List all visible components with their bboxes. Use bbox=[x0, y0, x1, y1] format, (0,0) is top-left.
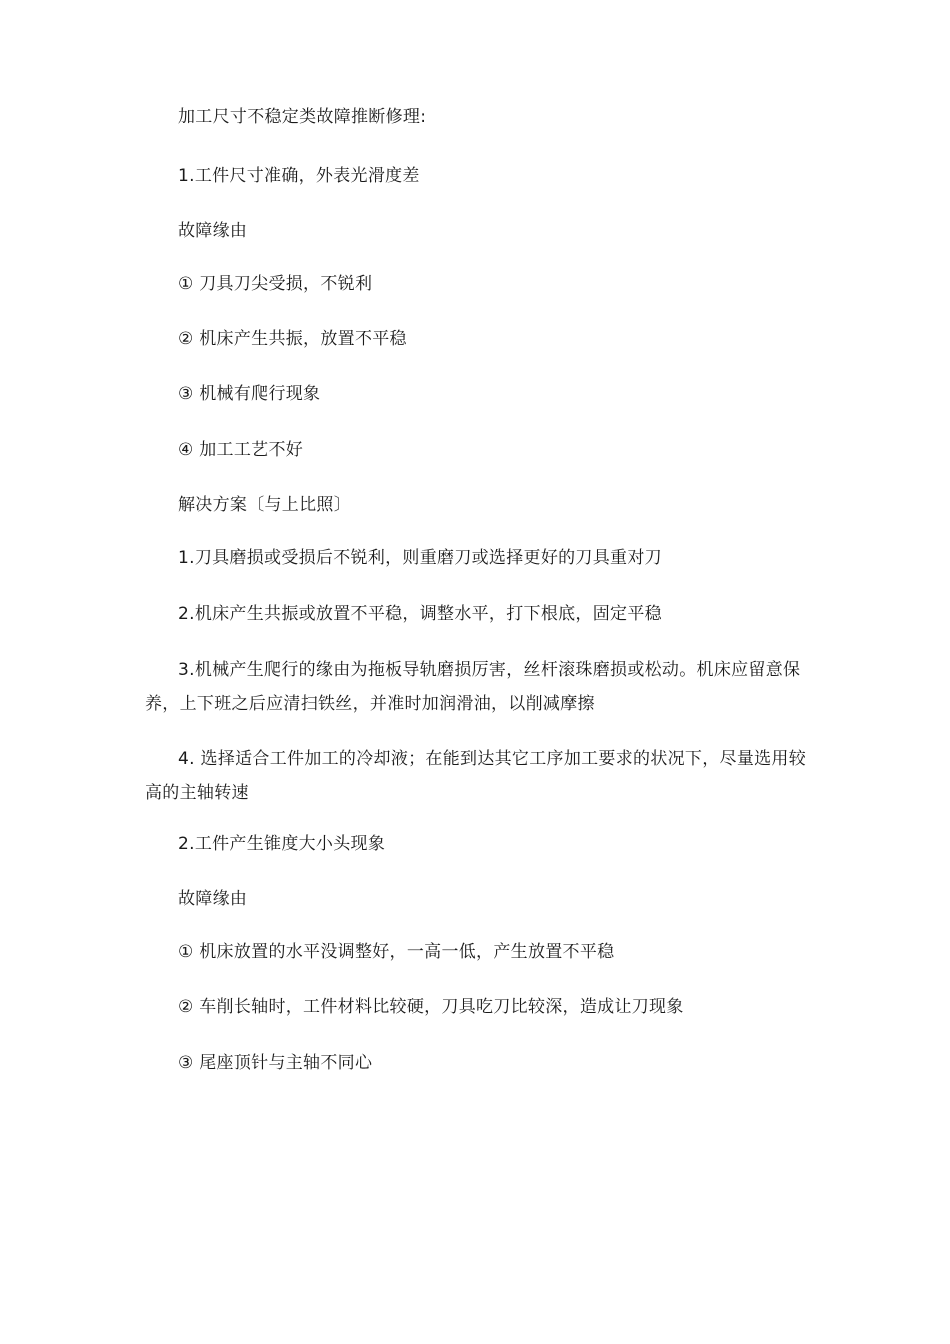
section2-cause-2: ② 车削长轴时，工件材料比较硬，刀具吃刀比较深，造成让刀现象 bbox=[178, 997, 684, 1017]
section2-cause-3: ③ 尾座顶针与主轴不同心 bbox=[178, 1053, 373, 1073]
section2-cause-1: ① 机床放置的水平没调整好，一高一低，产生放置不平稳 bbox=[178, 942, 615, 962]
section1-heading: 1.工件尺寸准确，外表光滑度差 bbox=[178, 166, 420, 186]
doc-title: 加工尺寸不稳定类故障推断修理: bbox=[178, 107, 427, 127]
section1-solution-4: 4. 选择适合工件加工的冷却液；在能到达其它工序加工要求的状况下，尽量选用较高的主轴转速 bbox=[145, 749, 807, 803]
section1-solutions-label: 解决方案〔与上比照〕 bbox=[178, 495, 351, 515]
section1-cause-4: ④ 加工工艺不好 bbox=[178, 440, 304, 460]
section1-solution-1: 1.刀具磨损或受损后不锐利，则重磨刀或选择更好的刀具重对刀 bbox=[178, 548, 662, 568]
section1-solution-3: 3.机械产生爬行的缘由为拖板导轨磨损厉害，丝杆滚珠磨损或松动。机床应留意保养，上下班之后应清扫铁丝，并准时加润滑油，以削减摩擦 bbox=[145, 660, 801, 714]
section2-heading: 2.工件产生锥度大小头现象 bbox=[178, 834, 386, 854]
section1-causes-label: 故障缘由 bbox=[178, 221, 248, 241]
section1-cause-3: ③ 机械有爬行现象 bbox=[178, 384, 321, 404]
section1-cause-2: ② 机床产生共振，放置不平稳 bbox=[178, 329, 407, 349]
section1-cause-1: ① 刀具刀尖受损，不锐利 bbox=[178, 274, 373, 294]
section2-causes-label: 故障缘由 bbox=[178, 889, 248, 909]
section1-solution-2: 2.机床产生共振或放置不平稳，调整水平，打下根底，固定平稳 bbox=[178, 604, 662, 624]
